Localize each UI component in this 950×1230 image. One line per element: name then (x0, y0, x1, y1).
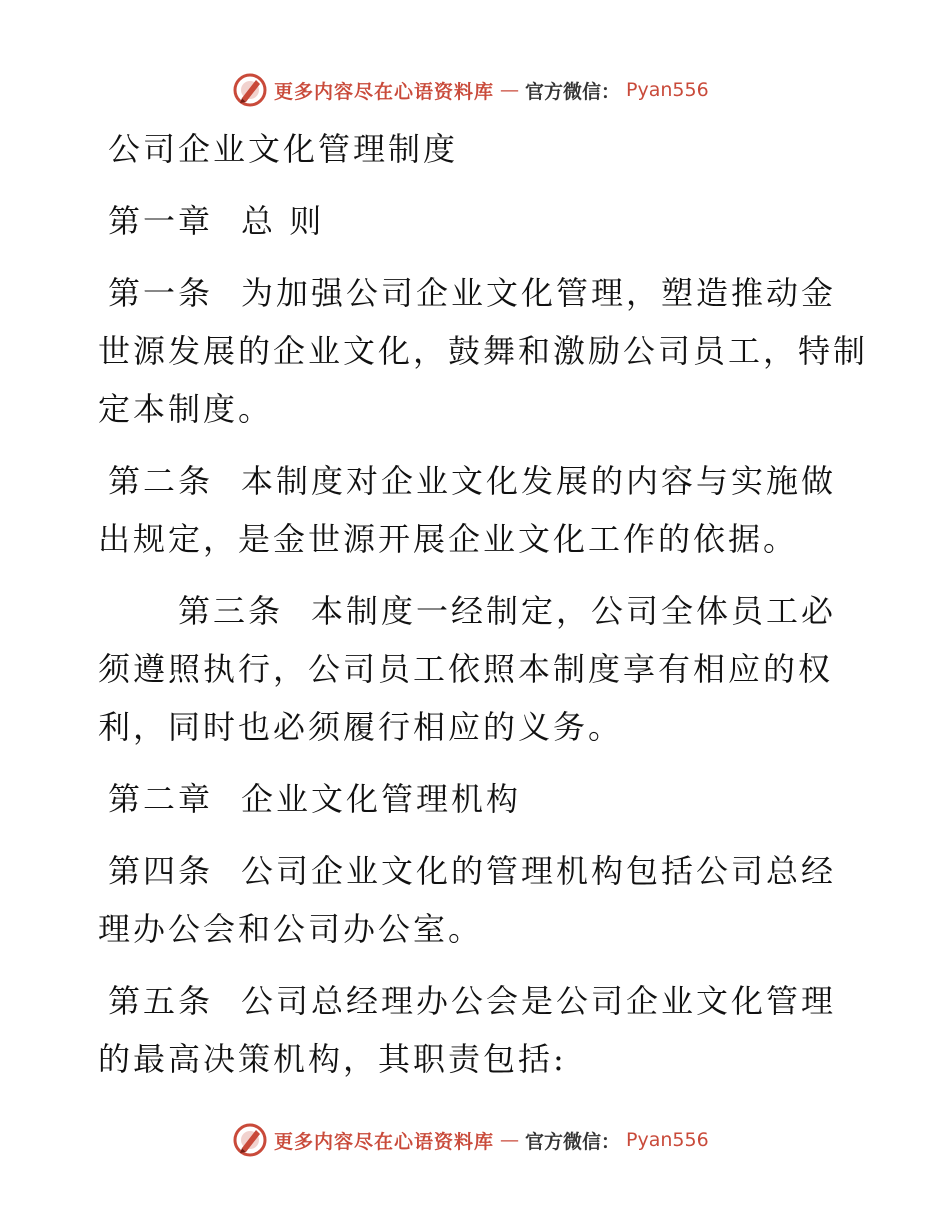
article-2-line-2: 出规定，是金世源开展企业文化工作的依据。 (98, 520, 799, 558)
article-1-line-3: 定本制度。 (98, 390, 274, 428)
article-2-label: 第二条 (108, 462, 214, 500)
article-1-label: 第一条 (108, 274, 214, 312)
watermark-official-label: 官方微信： (525, 1130, 621, 1153)
chapter-1-heading (108, 192, 858, 250)
article-4-label: 第四条 (108, 852, 214, 890)
chapter-2-label: 第二章 (108, 780, 214, 818)
watermark-dash: — (500, 79, 520, 101)
document-body (98, 120, 869, 1102)
article-2-line-1: 本制度对企业文化发展的内容与实施做 (241, 462, 837, 500)
article-3-line-2: 须遵照执行，公司员工依照本制度享有相应的权 (98, 650, 834, 688)
watermark-footer (232, 1120, 709, 1160)
watermark-header (232, 70, 709, 110)
chapter-1-label: 第一章 (108, 202, 214, 240)
watermark-official-label: 官方微信： (525, 80, 621, 103)
chapter-2-name: 企业文化管理机构 (241, 780, 522, 818)
article-5-line-2: 的最高决策机构，其职责包括: (98, 1040, 567, 1078)
pen-logo-icon (232, 72, 268, 108)
watermark-wechat-id: Pyan556 (626, 1129, 709, 1151)
article-5-line-1: 公司总经理办公会是公司企业文化管理 (241, 982, 837, 1020)
article-1-line-1: 为加强公司企业文化管理，塑造推动金 (241, 274, 837, 312)
article-3-line-3: 利，同时也必须履行相应的义务。 (98, 708, 624, 746)
watermark-wechat-id: Pyan556 (626, 79, 709, 101)
watermark-text: 更多内容尽在心语资料库 (274, 80, 495, 103)
article-4-line-2: 理办公会和公司办公室。 (98, 910, 484, 948)
article-1-line-2: 世源发展的企业文化，鼓舞和激励公司员工，特制 (98, 332, 869, 370)
article-4-line-1: 公司企业文化的管理机构包括公司总经 (241, 852, 837, 890)
document-title: 公司企业文化管理制度 (108, 130, 459, 168)
article-3-label: 第三条 (178, 592, 284, 630)
article-5-label: 第五条 (108, 982, 214, 1020)
chapter-1-name: 总 则 (241, 202, 325, 240)
article-2 (98, 452, 858, 568)
watermark-dash: — (500, 1129, 520, 1151)
chapter-2-heading (108, 770, 858, 828)
article-5 (98, 972, 858, 1088)
article-4 (98, 842, 858, 958)
article-1 (98, 264, 869, 438)
article-3-line-1: 本制度一经制定，公司全体员工必 (311, 592, 837, 630)
article-3 (98, 582, 858, 756)
pen-logo-icon (232, 1122, 268, 1158)
watermark-text: 更多内容尽在心语资料库 (274, 1130, 495, 1153)
